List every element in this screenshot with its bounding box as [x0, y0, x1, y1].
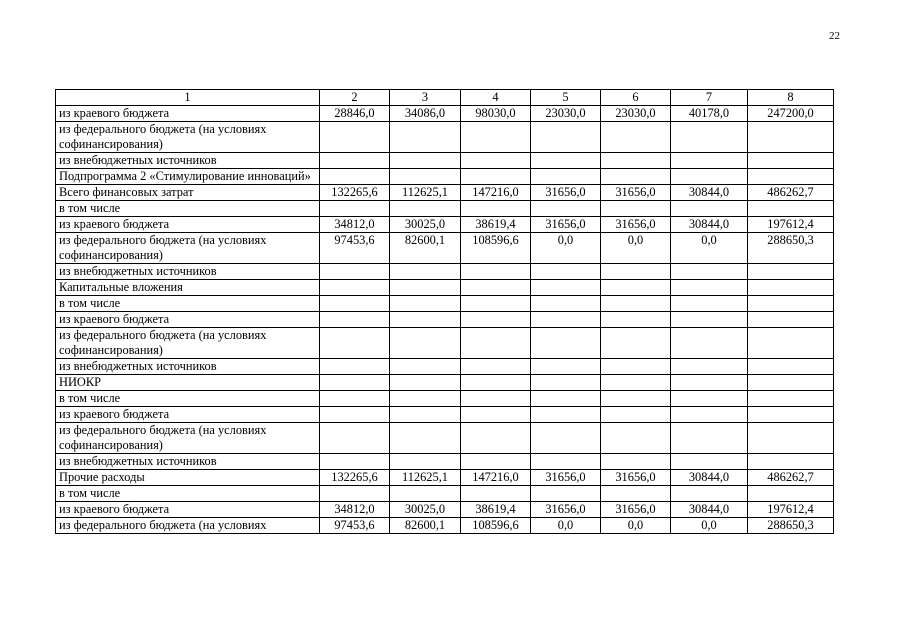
value-cell: [601, 328, 671, 359]
value-cell: [320, 328, 390, 359]
value-cell: [748, 391, 834, 407]
row-label: НИОКР: [56, 375, 320, 391]
header-cell: 5: [531, 90, 601, 106]
value-cell: 38619,4: [461, 217, 531, 233]
row-label: Всего финансовых затрат: [56, 185, 320, 201]
table-row: [56, 470, 834, 486]
value-cell: 108596,6: [461, 518, 531, 534]
value-cell: 197612,4: [748, 502, 834, 518]
row-label: из внебюджетных источников: [56, 454, 320, 470]
value-cell: [390, 328, 461, 359]
value-cell: 112625,1: [390, 185, 461, 201]
value-cell: 97453,6: [320, 233, 390, 264]
value-cell: [461, 423, 531, 454]
value-cell: [601, 391, 671, 407]
value-cell: [320, 169, 390, 185]
value-cell: 108596,6: [461, 233, 531, 264]
value-cell: [671, 280, 748, 296]
value-cell: [461, 312, 531, 328]
value-cell: [390, 375, 461, 391]
value-cell: [601, 296, 671, 312]
row-label: в том числе: [56, 296, 320, 312]
value-cell: [461, 454, 531, 470]
value-cell: 31656,0: [601, 470, 671, 486]
table-row: [56, 296, 834, 312]
table-row: [56, 217, 834, 233]
row-label: из федерального бюджета (на условиях софинансирования): [56, 423, 320, 454]
value-cell: 132265,6: [320, 185, 390, 201]
value-cell: [748, 264, 834, 280]
value-cell: [390, 391, 461, 407]
value-cell: [390, 280, 461, 296]
value-cell: [748, 153, 834, 169]
value-cell: [671, 296, 748, 312]
value-cell: [748, 486, 834, 502]
value-cell: 147216,0: [461, 470, 531, 486]
value-cell: 30844,0: [671, 502, 748, 518]
value-cell: 0,0: [671, 518, 748, 534]
value-cell: [601, 153, 671, 169]
value-cell: 31656,0: [531, 502, 601, 518]
value-cell: [531, 169, 601, 185]
value-cell: [320, 201, 390, 217]
value-cell: [531, 407, 601, 423]
value-cell: [671, 486, 748, 502]
value-cell: [601, 454, 671, 470]
value-cell: [601, 407, 671, 423]
value-cell: 40178,0: [671, 106, 748, 122]
value-cell: [461, 407, 531, 423]
value-cell: 28846,0: [320, 106, 390, 122]
value-cell: [390, 169, 461, 185]
value-cell: [671, 153, 748, 169]
value-cell: [461, 296, 531, 312]
value-cell: [531, 454, 601, 470]
value-cell: 30844,0: [671, 470, 748, 486]
value-cell: [531, 375, 601, 391]
value-cell: [671, 328, 748, 359]
value-cell: [748, 169, 834, 185]
value-cell: 197612,4: [748, 217, 834, 233]
value-cell: 0,0: [531, 233, 601, 264]
value-cell: [671, 407, 748, 423]
value-cell: 31656,0: [531, 470, 601, 486]
value-cell: [531, 391, 601, 407]
table-row: [56, 153, 834, 169]
value-cell: 82600,1: [390, 518, 461, 534]
value-cell: [531, 264, 601, 280]
table-row: [56, 407, 834, 423]
value-cell: [748, 201, 834, 217]
page-number: 22: [829, 30, 840, 42]
value-cell: [390, 486, 461, 502]
row-label: из федерального бюджета (на условиях: [56, 518, 320, 534]
row-label: из краевого бюджета: [56, 312, 320, 328]
value-cell: [671, 391, 748, 407]
value-cell: 247200,0: [748, 106, 834, 122]
table-row: [56, 391, 834, 407]
row-label: из внебюджетных источников: [56, 264, 320, 280]
value-cell: [748, 328, 834, 359]
value-cell: [320, 153, 390, 169]
table-row: [56, 502, 834, 518]
value-cell: [531, 486, 601, 502]
value-cell: [601, 264, 671, 280]
value-cell: [390, 264, 461, 280]
value-cell: [320, 407, 390, 423]
value-cell: 34812,0: [320, 502, 390, 518]
value-cell: [390, 423, 461, 454]
value-cell: [601, 169, 671, 185]
value-cell: 30025,0: [390, 502, 461, 518]
value-cell: 0,0: [671, 233, 748, 264]
value-cell: 31656,0: [601, 217, 671, 233]
value-cell: [390, 454, 461, 470]
budget-table: [55, 89, 834, 534]
value-cell: [461, 169, 531, 185]
header-cell: 7: [671, 90, 748, 106]
value-cell: [748, 375, 834, 391]
value-cell: 112625,1: [390, 470, 461, 486]
table-row: [56, 169, 834, 185]
value-cell: [531, 201, 601, 217]
value-cell: [748, 296, 834, 312]
value-cell: 31656,0: [601, 502, 671, 518]
value-cell: 147216,0: [461, 185, 531, 201]
value-cell: [531, 423, 601, 454]
value-cell: [461, 486, 531, 502]
value-cell: 288650,3: [748, 233, 834, 264]
value-cell: 34812,0: [320, 217, 390, 233]
value-cell: [748, 122, 834, 153]
value-cell: [320, 486, 390, 502]
value-cell: [461, 280, 531, 296]
value-cell: [601, 280, 671, 296]
table-row: [56, 423, 834, 454]
value-cell: [531, 359, 601, 375]
row-label: в том числе: [56, 391, 320, 407]
value-cell: 288650,3: [748, 518, 834, 534]
table-row: [56, 233, 834, 264]
value-cell: 30844,0: [671, 185, 748, 201]
value-cell: [320, 391, 390, 407]
table-row: [56, 328, 834, 359]
value-cell: 486262,7: [748, 470, 834, 486]
value-cell: [390, 122, 461, 153]
row-label: из краевого бюджета: [56, 217, 320, 233]
value-cell: [601, 423, 671, 454]
header-cell: 4: [461, 90, 531, 106]
value-cell: [671, 375, 748, 391]
row-label: из внебюджетных источников: [56, 359, 320, 375]
row-label: Прочие расходы: [56, 470, 320, 486]
value-cell: [390, 153, 461, 169]
value-cell: [320, 122, 390, 153]
value-cell: [748, 280, 834, 296]
value-cell: [461, 264, 531, 280]
table-row: [56, 201, 834, 217]
table-row: [56, 185, 834, 201]
value-cell: [390, 296, 461, 312]
value-cell: [671, 312, 748, 328]
row-label: в том числе: [56, 486, 320, 502]
value-cell: [390, 201, 461, 217]
header-cell: 1: [56, 90, 320, 106]
value-cell: [461, 153, 531, 169]
value-cell: [461, 359, 531, 375]
value-cell: [461, 201, 531, 217]
row-label: из краевого бюджета: [56, 502, 320, 518]
value-cell: [671, 169, 748, 185]
value-cell: [671, 201, 748, 217]
value-cell: [671, 122, 748, 153]
header-cell: 8: [748, 90, 834, 106]
value-cell: [671, 359, 748, 375]
row-label: в том числе: [56, 201, 320, 217]
value-cell: [601, 359, 671, 375]
value-cell: 23030,0: [531, 106, 601, 122]
value-cell: [601, 486, 671, 502]
table-row: [56, 264, 834, 280]
header-cell: 3: [390, 90, 461, 106]
table-row: [56, 375, 834, 391]
value-cell: [461, 375, 531, 391]
table-header-row: [56, 90, 834, 106]
value-cell: [748, 423, 834, 454]
value-cell: [671, 454, 748, 470]
value-cell: 31656,0: [601, 185, 671, 201]
value-cell: 97453,6: [320, 518, 390, 534]
value-cell: [748, 454, 834, 470]
value-cell: 23030,0: [601, 106, 671, 122]
table-row: [56, 280, 834, 296]
value-cell: 31656,0: [531, 185, 601, 201]
value-cell: 0,0: [601, 518, 671, 534]
row-label: Капитальные вложения: [56, 280, 320, 296]
row-label: из краевого бюджета: [56, 106, 320, 122]
value-cell: [461, 391, 531, 407]
value-cell: [531, 312, 601, 328]
value-cell: [671, 423, 748, 454]
value-cell: 38619,4: [461, 502, 531, 518]
table-row: [56, 518, 834, 534]
table-row: [56, 359, 834, 375]
value-cell: 82600,1: [390, 233, 461, 264]
value-cell: [320, 312, 390, 328]
value-cell: 0,0: [531, 518, 601, 534]
value-cell: [461, 328, 531, 359]
value-cell: [320, 375, 390, 391]
row-label: из федерального бюджета (на условиях софинансирования): [56, 233, 320, 264]
value-cell: 31656,0: [531, 217, 601, 233]
table-row: [56, 122, 834, 153]
value-cell: [531, 280, 601, 296]
value-cell: 30025,0: [390, 217, 461, 233]
table-row: [56, 454, 834, 470]
value-cell: [320, 454, 390, 470]
value-cell: 30844,0: [671, 217, 748, 233]
value-cell: [671, 264, 748, 280]
value-cell: [390, 407, 461, 423]
value-cell: [531, 296, 601, 312]
table-body: [56, 106, 834, 534]
value-cell: [390, 312, 461, 328]
value-cell: [601, 312, 671, 328]
value-cell: 98030,0: [461, 106, 531, 122]
value-cell: [601, 122, 671, 153]
header-cell: 6: [601, 90, 671, 106]
row-label: из федерального бюджета (на условиях софинансирования): [56, 328, 320, 359]
row-label: из краевого бюджета: [56, 407, 320, 423]
value-cell: [531, 328, 601, 359]
value-cell: 34086,0: [390, 106, 461, 122]
table-row: [56, 486, 834, 502]
value-cell: [531, 122, 601, 153]
value-cell: [531, 153, 601, 169]
value-cell: 132265,6: [320, 470, 390, 486]
row-label: из внебюджетных источников: [56, 153, 320, 169]
value-cell: [748, 359, 834, 375]
header-cell: 2: [320, 90, 390, 106]
value-cell: [320, 296, 390, 312]
table-row: [56, 312, 834, 328]
value-cell: [748, 312, 834, 328]
row-label: из федерального бюджета (на условиях софинансирования): [56, 122, 320, 153]
value-cell: [601, 375, 671, 391]
value-cell: [320, 359, 390, 375]
value-cell: [390, 359, 461, 375]
value-cell: [748, 407, 834, 423]
value-cell: 0,0: [601, 233, 671, 264]
value-cell: [320, 280, 390, 296]
value-cell: [320, 423, 390, 454]
value-cell: [601, 201, 671, 217]
value-cell: [320, 264, 390, 280]
value-cell: 486262,7: [748, 185, 834, 201]
row-label: Подпрограмма 2 «Стимулирование инноваций»: [56, 169, 320, 185]
value-cell: [461, 122, 531, 153]
table-row: [56, 106, 834, 122]
